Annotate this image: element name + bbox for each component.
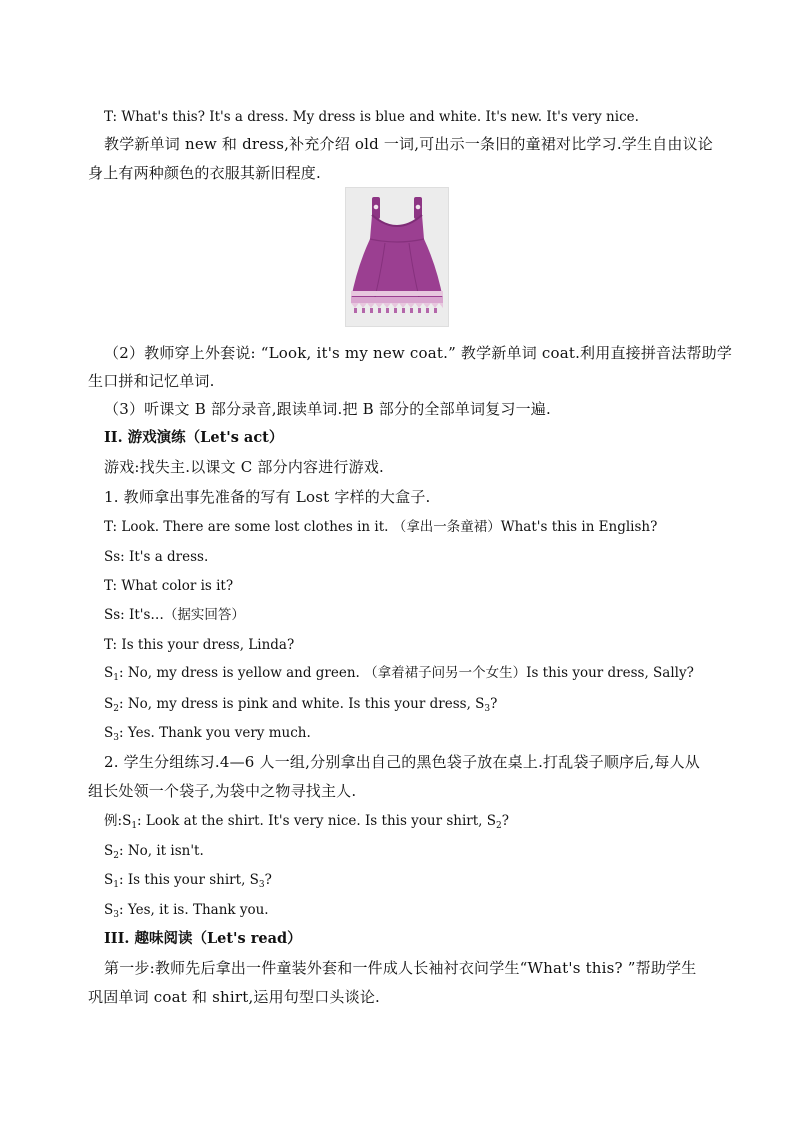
- example-line: [104, 841, 204, 861]
- example-line: [104, 870, 272, 890]
- dialogue-text: Yes, it is. Thank you.: [127, 902, 269, 918]
- purple-dress-image: [345, 187, 449, 327]
- speaker-label: $S_2$:: [104, 696, 124, 714]
- text-line: 第一步:教师先后拿出一件童装外套和一件成人长袖衬衣问学生“What's this? ”帮助学生: [104, 959, 697, 977]
- text-line: 组长处领一个袋子,为袋中之物寻找主人.: [88, 782, 357, 800]
- dialogue-line: [104, 663, 694, 683]
- text-line: （3）听课文 B 部分录音,跟读单词.把 B 部分的全部单词复习一遍.: [104, 400, 551, 418]
- text-line: 生口拼和记忆单词.: [88, 372, 215, 390]
- example-line: [104, 900, 269, 920]
- text-line: 教学新单词 new 和 dress,补充介绍 old 一词,可出示一条旧的童裙对比学习.学生自由议论: [104, 135, 713, 153]
- dialogue-line: [104, 723, 311, 743]
- speaker-label: $S_3$:: [104, 725, 124, 743]
- dialogue-line: T: Look. There are some lost clothes in it. （拿出一条童裙）What's this in English?: [104, 519, 658, 535]
- dialogue-line: T: Is this your dress, Linda?: [104, 637, 295, 653]
- dialogue-line: T: What color is it?: [104, 578, 234, 594]
- text-line: 巩固单词 coat 和 shirt,运用句型口头谈论.: [88, 988, 380, 1006]
- dress-icon: [345, 187, 449, 327]
- section-heading: II. 游戏演练（Let's act）: [104, 429, 284, 446]
- dialogue-line: Ss: It's…（据实回答）: [104, 607, 245, 623]
- dialogue-text: Is this your shirt, $S_3$?: [127, 872, 272, 890]
- speaker-label: $S_2$:: [104, 843, 124, 861]
- text-line: 身上有两种颜色的衣服其新旧程度.: [88, 164, 321, 182]
- dialogue-line: Ss: It's a dress.: [104, 549, 209, 565]
- speaker-label: $S_3$:: [104, 902, 124, 920]
- dialogue-line: [104, 694, 497, 714]
- text-line: 2. 学生分组练习.4—6 人一组,分别拿出自己的黑色袋子放在桌上.打乱袋子顺序后,每人从: [104, 753, 701, 771]
- text-line: 游戏:找失主.以课文 C 部分内容进行游戏.: [104, 458, 385, 476]
- dialogue-text: Yes. Thank you very much.: [127, 725, 311, 741]
- dialogue-text: No, my dress is pink and white. Is this your dress, $S_3$?: [127, 696, 498, 714]
- section-heading: III. 趣味阅读（Let's read）: [104, 930, 302, 947]
- speaker-label: $S_1$:: [104, 665, 124, 683]
- dialogue-text: No, it isn't.: [127, 843, 204, 859]
- example-line: 例$:S_1$: Look at the shirt. It's very nice. Is this your shirt, $S_2$?: [104, 813, 510, 831]
- dialogue-text: No, my dress is yellow and green. （拿着裙子问另一个女生）Is this your dress, Sally?: [127, 665, 694, 681]
- speaker-label: $S_1$:: [104, 872, 124, 890]
- text-line: 1. 教师拿出事先准备的写有 Lost 字样的大盒子.: [104, 488, 431, 506]
- text-line: T: What's this? It's a dress. My dress is blue and white. It's new. It's very nice.: [104, 109, 639, 125]
- text-line: （2）教师穿上外套说: “Look, it's my new coat.” 教学新单词 coat.利用直接拼音法帮助学: [104, 344, 733, 362]
